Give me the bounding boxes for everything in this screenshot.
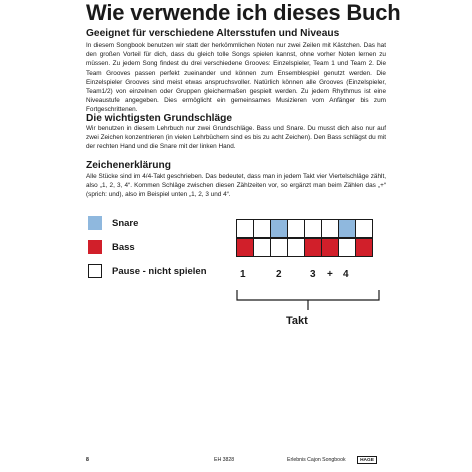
- section-heading-levels: Geeignet für verschiedene Altersstufen und Niveaus: [86, 28, 340, 39]
- snare-cell-rest: [304, 219, 322, 238]
- bass-square-icon: [88, 240, 102, 254]
- section-text-levels: In diesem Songbook benutzen wir statt der herkömmlichen Noten nur zwei Zeilen mit Kästchen. Das hat den großen Vorteil für dich, dass du gleich tolle Songs spielen kannst, ohne vorher Noten lernen zu müssen. Zu jedem Song findest du drei verschiedene Grooves: Einzelspieler, Team 1 und Team 2. Die Team Grooves passen perfekt zueinander und können zum Ensemblespiel genutzt werden. Die Einzelspieler Grooves sind meist etwas anspruchsvoller. Natürlich können alle Grooves (Einzelspieler, Team1/2) von einzelnen oder Gruppen gleichermaßen gespielt werden. Zu jedem Rhythmus ist eine Niveaustufe angegeben. Dies ermöglicht ein gemeinsames Musizieren vom Anfänger bis zum Fortgeschrittenen.: [86, 42, 386, 114]
- section-heading-legend: Zeichenerklärung: [86, 160, 171, 171]
- snare-cell-rest: [236, 219, 254, 238]
- measure-label: Takt: [286, 315, 308, 327]
- count-label: 2: [276, 269, 282, 280]
- count-label: 3: [310, 269, 316, 280]
- page-title: Wie verwende ich dieses Buch: [86, 0, 401, 25]
- edition-code: EH 3828: [214, 457, 235, 463]
- pause-square-icon: [88, 264, 102, 278]
- publisher-logo: HAGE: [357, 456, 377, 464]
- bass-cell-hit: [304, 238, 322, 257]
- count-label: 4: [343, 269, 349, 280]
- snare-square-icon: [88, 216, 102, 230]
- count-label: 1: [240, 269, 246, 280]
- snare-row: [236, 220, 380, 239]
- bass-cell-hit: [321, 238, 339, 257]
- legend-label-pause: Pause - nicht spielen: [112, 266, 207, 277]
- measure-bracket-icon: [236, 288, 380, 312]
- bass-row: [236, 239, 380, 258]
- section-heading-basic-strokes: Die wichtigsten Grundschläge: [86, 113, 233, 124]
- bass-cell-rest: [287, 238, 305, 257]
- snare-cell-hit: [338, 219, 356, 238]
- bass-cell-rest: [253, 238, 271, 257]
- snare-cell-hit: [270, 219, 288, 238]
- page-number: 8: [86, 457, 89, 463]
- legend-label-bass: Bass: [112, 242, 135, 253]
- section-text-basic-strokes: Wir benutzen in diesem Lehrbuch nur zwei Grundschläge. Bass und Snare. Du musst dich also nur auf zwei Zeichen konzentrieren (in vielen Lehrbüchern sind es bis zu acht Zeichen). Den Bass schlägst du mit der rechten Hand und die Snare mit der linken Hand.: [86, 125, 386, 151]
- count-label: +: [327, 269, 333, 280]
- legend-label-snare: Snare: [112, 218, 139, 229]
- rhythm-grid: [236, 220, 380, 258]
- snare-cell-rest: [287, 219, 305, 238]
- snare-cell-rest: [253, 219, 271, 238]
- bass-cell-hit: [355, 238, 373, 257]
- bass-cell-hit: [236, 238, 254, 257]
- book-title: Erlebnis Cajon Songbook: [287, 457, 346, 463]
- bass-cell-rest: [270, 238, 288, 257]
- bass-cell-rest: [338, 238, 356, 257]
- snare-cell-rest: [321, 219, 339, 238]
- section-text-legend: Alle Stücke sind im 4/4-Takt geschrieben. Das bedeutet, dass man in jedem Takt vier Viertelschläge zählt, also „1, 2, 3, 4“. Kommen Schläge zwischen diesen Zählzeiten vor, so ergänzt man beim Zählen das „+“ (sprich: und), also im Beispiel unten „1, 2, 3 und 4“.: [86, 173, 386, 199]
- snare-cell-rest: [355, 219, 373, 238]
